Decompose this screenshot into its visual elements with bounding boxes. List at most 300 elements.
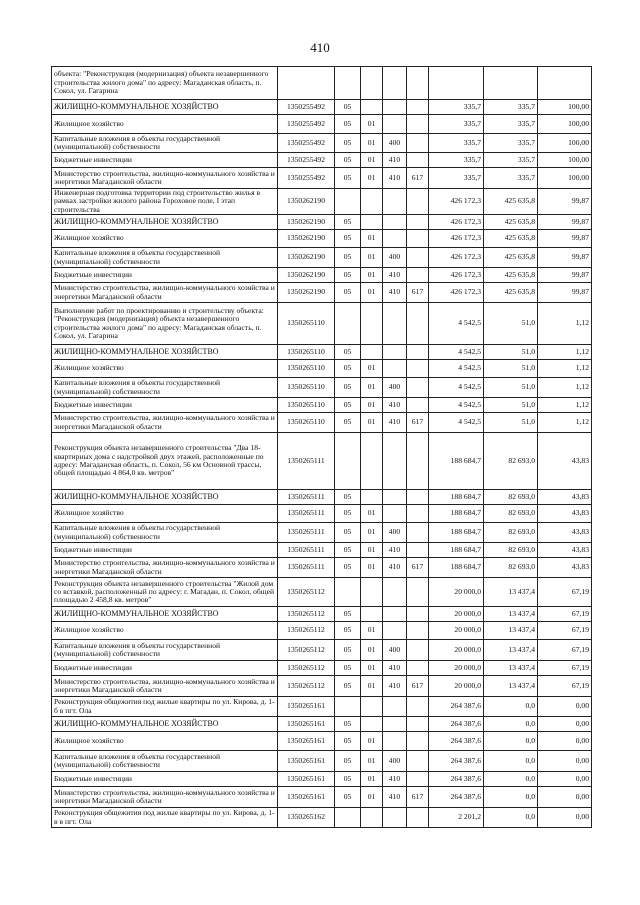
cell-pr: 01 [361,640,383,661]
cell-gr [407,248,429,268]
cell-fact: 335,7 [484,134,538,153]
cell-rz: 05 [335,717,361,732]
cell-pr: 01 [361,787,383,808]
cell-code: 1350265161 [278,787,335,808]
cell-vr [383,360,407,378]
cell-pr: 01 [361,661,383,676]
table-row [52,303,592,345]
cell-rz [335,808,361,828]
table-row [52,523,592,543]
cell-vr [383,808,407,828]
cell-pct: 0,00 [538,697,592,717]
budget-table [51,66,592,828]
table-row [52,808,592,828]
cell-fact: 425 635,8 [484,189,538,215]
cell-code: 1350265110 [278,398,335,413]
cell-code: 1350265161 [278,697,335,717]
cell-pct: 1,12 [538,303,592,345]
cell-plan: 20 000,0 [429,607,484,622]
cell-pct: 1,12 [538,398,592,413]
cell-rz: 05 [335,134,361,153]
cell-rz [335,578,361,607]
cell-gr [407,378,429,398]
cell-vr [383,732,407,751]
cell-rz: 05 [335,345,361,360]
cell-pct: 67,19 [538,661,592,676]
cell-name: Министерство строительства, жилищно-коммунального хозяйства и энергетики Магаданской области [52,413,278,433]
cell-vr: 410 [383,413,407,433]
cell-vr: 410 [383,543,407,558]
cell-pct [538,67,592,100]
cell-plan: 264 387,6 [429,787,484,808]
cell-pct: 67,19 [538,578,592,607]
cell-pct: 43,83 [538,505,592,523]
cell-pct: 1,12 [538,378,592,398]
cell-plan: 4 542,5 [429,345,484,360]
cell-pr: 01 [361,505,383,523]
cell-fact: 51,0 [484,398,538,413]
cell-fact: 51,0 [484,378,538,398]
cell-name: Бюджетные инвестиции [52,398,278,413]
cell-pr: 01 [361,398,383,413]
cell-pr [361,717,383,732]
cell-code: 1350265112 [278,607,335,622]
cell-name: Министерство строительства, жилищно-коммунального хозяйства и энергетики Магаданской области [52,558,278,578]
budget-table-body [52,67,592,828]
cell-code: 1350265111 [278,543,335,558]
cell-pct: 1,12 [538,360,592,378]
cell-plan: 426 172,3 [429,215,484,230]
table-row [52,134,592,153]
cell-vr [383,505,407,523]
table-row [52,661,592,676]
cell-plan: 426 172,3 [429,248,484,268]
cell-gr [407,578,429,607]
cell-pr: 01 [361,153,383,168]
cell-vr [383,433,407,490]
cell-plan: 264 387,6 [429,732,484,751]
cell-fact: 13 437,4 [484,578,538,607]
cell-code: 1350262190 [278,230,335,248]
cell-pr [361,189,383,215]
cell-fact: 82 693,0 [484,505,538,523]
cell-gr [407,303,429,345]
cell-pct: 0,00 [538,787,592,808]
cell-fact: 0,0 [484,697,538,717]
cell-fact: 425 635,8 [484,283,538,303]
cell-fact: 0,0 [484,787,538,808]
cell-gr [407,523,429,543]
cell-fact: 51,0 [484,360,538,378]
cell-gr [407,661,429,676]
table-row [52,153,592,168]
cell-code: 1350265110 [278,413,335,433]
cell-code: 1350255492 [278,153,335,168]
cell-pr: 01 [361,772,383,787]
cell-name: Бюджетные инвестиции [52,543,278,558]
table-row [52,732,592,751]
cell-plan: 188 684,7 [429,433,484,490]
cell-fact: 335,7 [484,168,538,189]
cell-rz [335,189,361,215]
table-row [52,248,592,268]
cell-name: Реконструкция общежития под жилые квартиры по ул. Кирова, д. 1-б в пгт. Ола [52,697,278,717]
cell-fact: 13 437,4 [484,676,538,697]
cell-gr [407,622,429,640]
cell-pct: 100,00 [538,168,592,189]
cell-gr [407,134,429,153]
cell-vr: 410 [383,558,407,578]
cell-vr: 410 [383,153,407,168]
cell-plan: 20 000,0 [429,622,484,640]
cell-code: 1350255492 [278,168,335,189]
cell-fact: 0,0 [484,751,538,772]
cell-pr: 01 [361,378,383,398]
cell-fact: 82 693,0 [484,490,538,505]
cell-name: ЖИЛИЩНО-КОММУНАЛЬНОЕ ХОЗЯЙСТВО [52,607,278,622]
cell-gr [407,772,429,787]
cell-gr [407,490,429,505]
cell-gr [407,230,429,248]
cell-rz: 05 [335,398,361,413]
cell-gr [407,67,429,100]
cell-plan: 426 172,3 [429,189,484,215]
cell-vr [383,67,407,100]
cell-gr [407,505,429,523]
cell-plan: 188 684,7 [429,543,484,558]
cell-pct: 43,83 [538,558,592,578]
cell-name: ЖИЛИЩНО-КОММУНАЛЬНОЕ ХОЗЯЙСТВО [52,215,278,230]
cell-gr [407,398,429,413]
cell-rz: 05 [335,661,361,676]
cell-pct: 99,87 [538,189,592,215]
table-row [52,115,592,134]
cell-code: 1350265112 [278,640,335,661]
cell-pr [361,490,383,505]
cell-code: 1350262190 [278,283,335,303]
cell-code: 1350265111 [278,433,335,490]
cell-code: 1350265111 [278,558,335,578]
cell-plan: 20 000,0 [429,578,484,607]
cell-pr: 01 [361,283,383,303]
cell-pr: 01 [361,732,383,751]
cell-name: Министерство строительства, жилищно-коммунального хозяйства и энергетики Магаданской области [52,787,278,808]
cell-fact: 51,0 [484,345,538,360]
cell-gr [407,697,429,717]
cell-plan: 335,7 [429,168,484,189]
cell-name: Капитальные вложения в объекты государственной (муниципальной) собственности [52,248,278,268]
cell-rz: 05 [335,607,361,622]
table-row [52,505,592,523]
cell-pr [361,67,383,100]
cell-rz: 05 [335,558,361,578]
cell-gr [407,189,429,215]
cell-pct: 0,00 [538,751,592,772]
cell-name: Инженерная подготовка территории под строительство жилья в рамках застройки жилого района Гороховое поле, I этап строительства [52,189,278,215]
cell-rz: 05 [335,543,361,558]
cell-name: Капитальные вложения в объекты государственной (муниципальной) собственности [52,134,278,153]
cell-vr [383,303,407,345]
cell-name: Выполнение работ по проектированию и строительству объекта: "Реконструкция (модернизация) объекта незавершенного строительства жилого дома" по адресу: Магаданская область, п. Сокол, ул. Гагарина [52,303,278,345]
cell-gr [407,808,429,828]
cell-pct: 1,12 [538,413,592,433]
cell-pct: 100,00 [538,153,592,168]
cell-pct: 0,00 [538,732,592,751]
cell-fact: 82 693,0 [484,558,538,578]
cell-pr: 01 [361,268,383,283]
cell-gr [407,268,429,283]
cell-rz: 05 [335,787,361,808]
cell-name: Капитальные вложения в объекты государственной (муниципальной) собственности [52,378,278,398]
cell-code: 1350255492 [278,100,335,115]
cell-code: 1350255492 [278,115,335,134]
cell-plan: 264 387,6 [429,717,484,732]
cell-plan: 4 542,5 [429,378,484,398]
table-row [52,230,592,248]
cell-code: 1350265110 [278,378,335,398]
table-row [52,168,592,189]
cell-pct: 99,87 [538,215,592,230]
cell-vr [383,230,407,248]
table-row [52,676,592,697]
cell-pr: 01 [361,115,383,134]
cell-plan: 335,7 [429,100,484,115]
cell-code: 1350265110 [278,360,335,378]
cell-plan: 188 684,7 [429,490,484,505]
cell-fact: 335,7 [484,115,538,134]
cell-gr: 617 [407,787,429,808]
cell-pr: 01 [361,751,383,772]
cell-gr [407,153,429,168]
cell-vr: 410 [383,661,407,676]
cell-plan: 20 000,0 [429,640,484,661]
table-row [52,607,592,622]
cell-plan: 264 387,6 [429,697,484,717]
cell-fact: 425 635,8 [484,268,538,283]
cell-rz [335,433,361,490]
cell-rz: 05 [335,268,361,283]
table-row [52,490,592,505]
cell-name: Жилищное хозяйство [52,360,278,378]
cell-plan: 4 542,5 [429,360,484,378]
cell-pr: 01 [361,622,383,640]
cell-rz: 05 [335,360,361,378]
table-row [52,640,592,661]
cell-vr [383,345,407,360]
cell-gr: 617 [407,676,429,697]
table-row [52,751,592,772]
table-row [52,378,592,398]
cell-name: Бюджетные инвестиции [52,268,278,283]
cell-fact: 82 693,0 [484,433,538,490]
cell-code: 1350262190 [278,189,335,215]
table-row [52,398,592,413]
cell-pct: 100,00 [538,115,592,134]
cell-fact: 13 437,4 [484,640,538,661]
cell-name: ЖИЛИЩНО-КОММУНАЛЬНОЕ ХОЗЯЙСТВО [52,490,278,505]
cell-rz: 05 [335,100,361,115]
table-row [52,345,592,360]
cell-gr [407,640,429,661]
cell-code: 1350265112 [278,578,335,607]
cell-code: 1350265112 [278,676,335,697]
cell-pct: 67,19 [538,622,592,640]
cell-vr: 410 [383,398,407,413]
cell-plan: 426 172,3 [429,230,484,248]
cell-gr: 617 [407,168,429,189]
cell-gr [407,732,429,751]
cell-code: 1350265112 [278,661,335,676]
cell-code: 1350265161 [278,751,335,772]
cell-name: Бюджетные инвестиции [52,772,278,787]
cell-vr [383,697,407,717]
cell-plan: 20 000,0 [429,676,484,697]
cell-pr [361,303,383,345]
cell-vr [383,189,407,215]
cell-pr: 01 [361,134,383,153]
table-row [52,717,592,732]
cell-rz: 05 [335,168,361,189]
cell-plan: 264 387,6 [429,751,484,772]
cell-name: Капитальные вложения в объекты государственной (муниципальной) собственности [52,640,278,661]
cell-name: ЖИЛИЩНО-КОММУНАЛЬНОЕ ХОЗЯЙСТВО [52,100,278,115]
cell-fact: 335,7 [484,153,538,168]
cell-pct: 99,87 [538,248,592,268]
cell-plan: 20 000,0 [429,661,484,676]
cell-gr: 617 [407,413,429,433]
cell-code: 1350255492 [278,134,335,153]
cell-vr: 410 [383,772,407,787]
table-row [52,100,592,115]
page-number: 410 [310,40,330,55]
cell-name: Реконструкция общежития под жилые квартиры по ул. Кирова, д. 1-в в пгт. Ола [52,808,278,828]
table-row [52,283,592,303]
cell-vr [383,100,407,115]
cell-code: 1350262190 [278,248,335,268]
cell-gr: 617 [407,283,429,303]
cell-code: 1350265112 [278,622,335,640]
cell-name: Реконструкция объекта незавершенного строительства "Жилой дом со вставкой, расположенный по адресу: г. Магадан, п. Сокол, общей площадью 2 458,8 кв. метров" [52,578,278,607]
table-row [52,215,592,230]
cell-pr: 01 [361,558,383,578]
cell-code: 1350265111 [278,490,335,505]
cell-name: Жилищное хозяйство [52,732,278,751]
cell-name: объекта: "Реконструкция (модернизация) объекта незавершенного строительства жилого дома" по адресу: Магаданская область, п. Сокол, ул. Гагарина [52,67,278,100]
cell-plan: 426 172,3 [429,283,484,303]
cell-pct: 67,19 [538,676,592,697]
cell-pct: 99,87 [538,230,592,248]
cell-rz: 05 [335,523,361,543]
cell-vr: 410 [383,168,407,189]
cell-rz: 05 [335,215,361,230]
cell-gr [407,717,429,732]
cell-pr: 01 [361,413,383,433]
cell-gr: 617 [407,558,429,578]
cell-pct: 99,87 [538,268,592,283]
cell-pr: 01 [361,230,383,248]
cell-code: 1350265161 [278,717,335,732]
cell-code [278,67,335,100]
cell-rz [335,67,361,100]
cell-pct: 43,83 [538,490,592,505]
cell-name: Капитальные вложения в объекты государственной (муниципальной) собственности [52,751,278,772]
cell-fact: 82 693,0 [484,523,538,543]
table-row [52,578,592,607]
cell-vr [383,717,407,732]
cell-rz [335,303,361,345]
cell-fact: 0,0 [484,717,538,732]
cell-gr [407,345,429,360]
cell-gr [407,360,429,378]
cell-code: 1350262190 [278,268,335,283]
cell-name: Министерство строительства, жилищно-коммунального хозяйства и энергетики Магаданской области [52,676,278,697]
cell-pct: 43,83 [538,433,592,490]
cell-fact: 13 437,4 [484,661,538,676]
cell-plan: 426 172,3 [429,268,484,283]
cell-vr [383,607,407,622]
cell-vr: 410 [383,283,407,303]
cell-plan: 188 684,7 [429,523,484,543]
cell-fact: 51,0 [484,413,538,433]
cell-pct: 100,00 [538,100,592,115]
cell-code: 1350265162 [278,808,335,828]
table-row [52,543,592,558]
cell-code: 1350265161 [278,772,335,787]
cell-code: 1350265111 [278,523,335,543]
cell-vr: 410 [383,268,407,283]
cell-fact: 51,0 [484,303,538,345]
cell-pr [361,215,383,230]
cell-pct: 0,00 [538,808,592,828]
cell-plan: 4 542,5 [429,303,484,345]
cell-rz: 05 [335,248,361,268]
cell-vr [383,622,407,640]
cell-vr: 400 [383,248,407,268]
cell-name: Реконструкция объекта незавершенного строительства "Два 18-квартирных дома с надстройкой двух этажей, расположенные по адресу: Магаданская область, п. Сокол, 56 км Основной трассы, общей площадью 4 864,0 кв. метров" [52,433,278,490]
cell-plan: 188 684,7 [429,505,484,523]
cell-vr [383,115,407,134]
cell-rz: 05 [335,115,361,134]
cell-fact: 425 635,8 [484,215,538,230]
cell-rz: 05 [335,153,361,168]
cell-rz: 05 [335,283,361,303]
cell-plan: 2 201,2 [429,808,484,828]
cell-code: 1350265111 [278,505,335,523]
cell-pct: 0,00 [538,772,592,787]
cell-pr [361,697,383,717]
cell-vr [383,215,407,230]
cell-pr: 01 [361,543,383,558]
cell-pr: 01 [361,168,383,189]
cell-plan: 4 542,5 [429,413,484,433]
cell-rz: 05 [335,505,361,523]
cell-rz: 05 [335,378,361,398]
table-row [52,189,592,215]
cell-gr [407,751,429,772]
cell-gr [407,607,429,622]
cell-fact: 13 437,4 [484,607,538,622]
cell-fact: 425 635,8 [484,230,538,248]
cell-fact: 425 635,8 [484,248,538,268]
cell-name: ЖИЛИЩНО-КОММУНАЛЬНОЕ ХОЗЯЙСТВО [52,717,278,732]
cell-name: Жилищное хозяйство [52,505,278,523]
cell-vr: 400 [383,134,407,153]
cell-rz [335,697,361,717]
cell-plan [429,67,484,100]
table-row [52,772,592,787]
cell-pct: 67,19 [538,607,592,622]
cell-pr: 01 [361,523,383,543]
